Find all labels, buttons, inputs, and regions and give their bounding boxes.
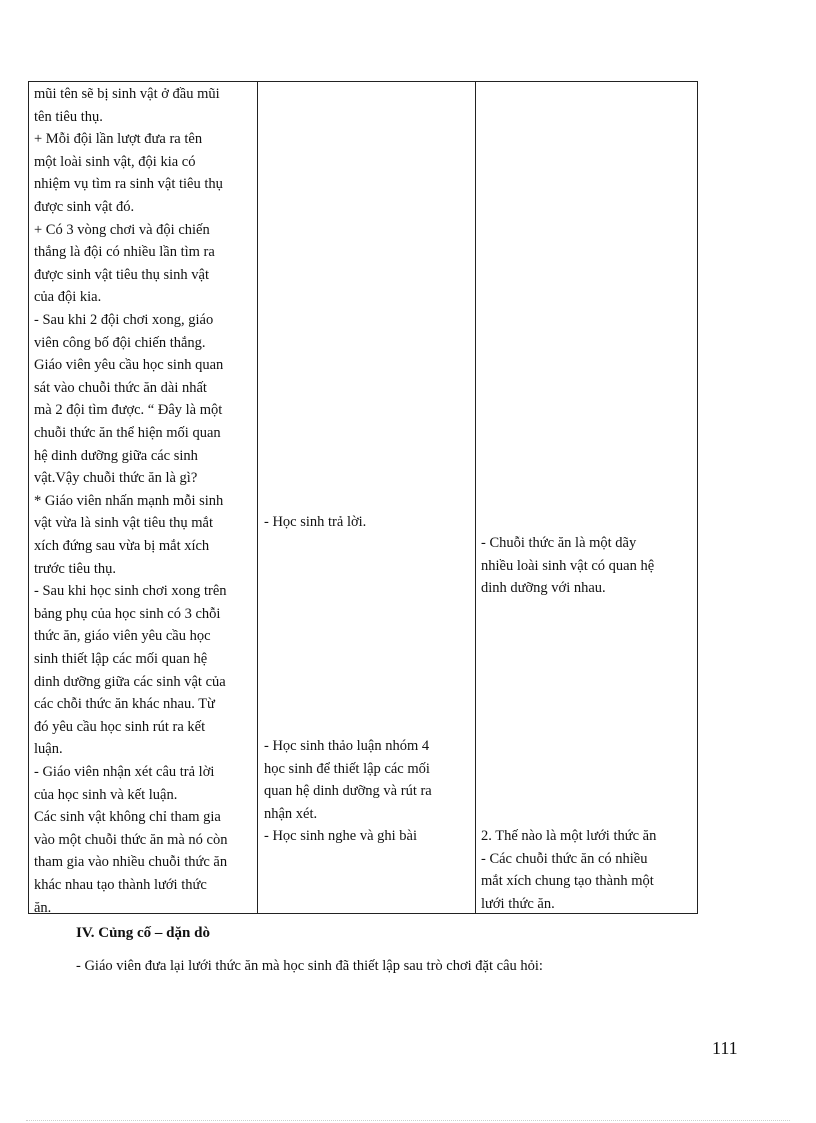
- page-number: 111: [712, 1038, 738, 1058]
- teacher-text-line: vật vừa là sinh vật tiêu thụ mắt: [34, 515, 213, 532]
- teacher-text-line: trước tiêu thụ.: [34, 560, 116, 577]
- teacher-text-line: của đội kia.: [34, 289, 102, 306]
- teacher-text-line: thắng là đội có nhiều lần tìm ra: [34, 244, 215, 261]
- footer-divider: [26, 1120, 790, 1121]
- student-text-line: học sinh để thiết lập các mối: [264, 760, 430, 777]
- student-text-line: - Học sinh thảo luận nhóm 4: [264, 738, 430, 754]
- teacher-text-line: tham gia vào nhiều chuỗi thức ăn: [34, 854, 228, 871]
- teacher-text-line: được sinh vật đó.: [34, 199, 135, 215]
- student-text-line: - Học sinh nghe và ghi bài: [264, 828, 418, 844]
- lesson-table: [28, 81, 698, 914]
- teacher-text-line: sát vào chuỗi thức ăn dài nhất: [34, 379, 207, 396]
- content-text-line: nhiều loài sinh vật có quan hệ: [481, 557, 655, 574]
- section-title: IV. Củng cố – dặn dò: [76, 925, 210, 941]
- teacher-text-line: Giáo viên yêu cầu học sinh quan: [34, 357, 224, 374]
- teacher-text-line: bảng phụ của học sinh có 3 chỗi: [34, 605, 221, 622]
- teacher-text-line: chuỗi thức ăn thể hiện mối quan: [34, 425, 221, 441]
- teacher-text-line: sinh thiết lập các mối quan hệ: [34, 651, 208, 667]
- teacher-text-line: thức ăn, giáo viên yêu cầu học: [34, 628, 211, 645]
- teacher-text-line: - Giáo viên nhận xét câu trả lời: [34, 764, 215, 780]
- teacher-text-line: * Giáo viên nhấn mạnh mỗi sinh: [34, 492, 224, 509]
- teacher-text-line: vào một chuỗi thức ăn mà nó còn: [34, 831, 228, 848]
- content-text-line: lưới thức ăn.: [481, 895, 555, 912]
- student-text-line: - Học sinh trả lời.: [264, 514, 367, 530]
- teacher-text-line: của học sinh và kết luận.: [34, 786, 178, 803]
- teacher-text-line: xích đứng sau vừa bị mắt xích: [34, 538, 210, 554]
- content-text-line: mắt xích chung tạo thành một: [481, 873, 654, 890]
- content-text-line: 2. Thế nào là một lưới thức ăn: [481, 828, 657, 844]
- student-text-line: nhận xét.: [264, 805, 318, 822]
- teacher-text-line: được sinh vật tiêu thụ sinh vật: [34, 266, 210, 283]
- content-text-line: - Các chuỗi thức ăn có nhiều: [481, 850, 648, 867]
- teacher-text-line: - Sau khi học sinh chơi xong trên: [34, 583, 227, 600]
- teacher-text-line: - Sau khi 2 đội chơi xong, giáo: [34, 312, 214, 328]
- teacher-text-line: luận.: [34, 741, 63, 758]
- student-activity-column: [258, 82, 476, 913]
- student-text-line: quan hệ dinh dưỡng và rút ra: [264, 783, 432, 800]
- teacher-text-line: mà 2 đội tìm được. “ Đây là một: [34, 402, 223, 419]
- teacher-text-line: + Mỗi đội lần lượt đưa ra tên: [34, 131, 203, 148]
- teacher-text-line: hệ dinh dưỡng giữa các sinh: [34, 447, 198, 464]
- teacher-text-line: ăn.: [34, 899, 52, 916]
- content-text-line: dinh dưỡng với nhau.: [481, 580, 606, 597]
- teacher-text-line: đó yêu cầu học sinh rút ra kết: [34, 718, 206, 735]
- teacher-text-line: + Có 3 vòng chơi và đội chiến: [34, 221, 210, 238]
- content-text-line: - Chuỗi thức ăn là một dãy: [481, 535, 637, 551]
- teacher-text-line: mũi tên sẽ bị sinh vật ở đầu mũi: [34, 86, 220, 102]
- teacher-text-line: vật.Vậy chuỗi thức ăn là gì?: [34, 470, 198, 487]
- closing-instruction: - Giáo viên đưa lại lưới thức ăn mà học sinh đã thiết lập sau trò chơi đặt câu hỏi:: [76, 958, 543, 974]
- teacher-text-line: các chỗi thức ăn khác nhau. Từ: [34, 696, 215, 713]
- teacher-text-line: viên công bố đội chiến thắng.: [34, 334, 206, 351]
- teacher-text-line: một loài sinh vật, đội kia có: [34, 153, 196, 170]
- teacher-text-line: khác nhau tạo thành lưới thức: [34, 877, 207, 893]
- teacher-text-line: dinh dưỡng giữa các sinh vật của: [34, 673, 226, 690]
- content-column: [476, 82, 697, 913]
- teacher-text-line: tên tiêu thụ.: [34, 108, 103, 125]
- teacher-text-line: nhiệm vụ tìm ra sinh vật tiêu thụ: [34, 176, 223, 193]
- teacher-text-line: Các sinh vật không chỉ tham gia: [34, 809, 221, 826]
- teacher-activity-column: [29, 82, 258, 916]
